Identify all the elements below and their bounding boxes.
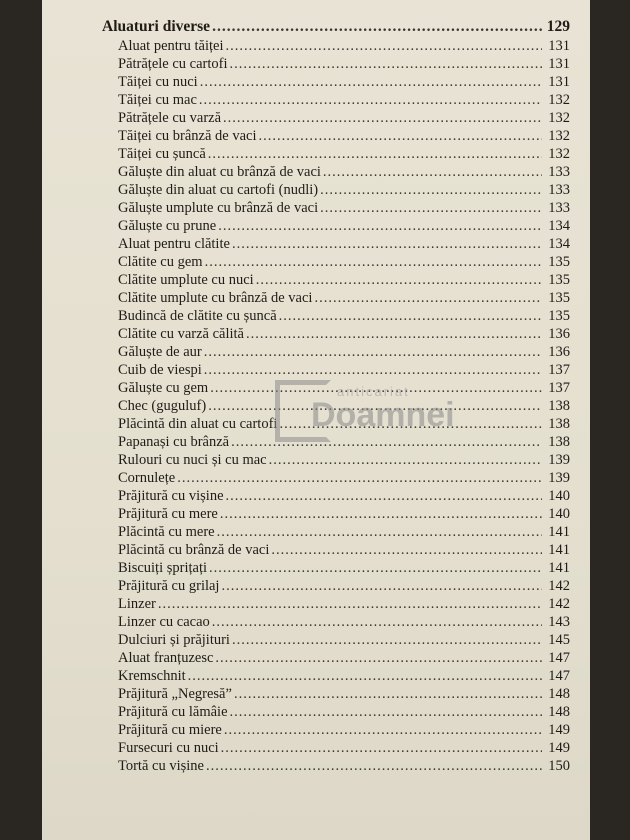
toc-entry-page-number: 138 <box>548 434 570 450</box>
toc-entry-title: Cornulețe <box>118 470 176 486</box>
toc-entry <box>102 488 570 506</box>
toc-entry-title: Găluște din aluat cu brânză de vaci <box>118 164 321 180</box>
toc-entry-title: Tăiței cu brânză de vaci <box>118 128 257 144</box>
toc-entry-title: Pătrățele cu cartofi <box>118 56 228 72</box>
toc-entry <box>102 218 570 236</box>
toc-entry <box>102 560 570 578</box>
toc-entry-title: Tăiței cu nuci <box>118 74 198 90</box>
toc-entry-page-number: 145 <box>548 632 570 648</box>
toc-entry-page-number: 131 <box>548 74 570 90</box>
toc-entry-title: Linzer <box>118 596 156 612</box>
dot-leader <box>199 92 542 109</box>
toc-entry <box>102 704 570 722</box>
toc-entry-page-number: 132 <box>548 92 570 108</box>
toc-entry-title: Aluat pentru clătite <box>118 236 230 252</box>
dot-leader <box>212 614 542 631</box>
toc-entry-title: Clătite cu varză călită <box>118 326 244 342</box>
toc-entry <box>102 182 570 200</box>
toc-entry-page-number: 131 <box>548 38 570 54</box>
toc-entry <box>102 326 570 344</box>
dot-leader <box>204 362 542 379</box>
watermark-main-text: Doamnei <box>311 396 455 434</box>
toc-entry-page-number: 134 <box>548 236 570 252</box>
toc-entry-page-number: 138 <box>548 416 570 432</box>
dot-leader <box>320 182 542 199</box>
toc-entry-page-number: 141 <box>548 560 570 576</box>
dot-leader <box>246 326 542 343</box>
toc-entry <box>102 542 570 560</box>
toc-entry <box>102 722 570 740</box>
toc-entry <box>102 254 570 272</box>
toc-entry <box>102 290 570 308</box>
dot-leader <box>234 686 542 703</box>
dot-leader <box>200 74 542 91</box>
toc-entry-title: Găluște cu gem <box>118 380 209 396</box>
toc-entry-title: Găluște cu prune <box>118 218 217 234</box>
toc-entry-page-number: 141 <box>548 542 570 558</box>
dot-leader <box>158 596 542 613</box>
toc-entry-title: Prăjitură cu vișine <box>118 488 224 504</box>
dot-leader <box>271 542 542 559</box>
toc-entry-page-number: 136 <box>548 326 570 342</box>
toc-entry-title: Prăjitură cu grilaj <box>118 578 220 594</box>
toc-entry-title: Tortă cu vișine <box>118 758 204 774</box>
toc-entry <box>102 308 570 326</box>
dot-leader <box>279 416 542 433</box>
dot-leader <box>223 110 542 127</box>
toc-entry-page-number: 133 <box>548 200 570 216</box>
toc-entry-title: Pătrățele cu varză <box>118 110 222 126</box>
dot-leader <box>226 38 543 55</box>
dot-leader <box>232 236 542 253</box>
toc-entry-title: Aluaturi diverse <box>102 18 211 35</box>
toc-entry-title: Prăjitură cu lămâie <box>118 704 228 720</box>
toc-entry-page-number: 139 <box>548 452 570 468</box>
toc-entry-title: Budincă de clătite cu șuncă <box>118 308 277 324</box>
toc-entry-title: Găluște umplute cu brânză de vaci <box>118 200 319 216</box>
toc-section-heading <box>102 18 570 38</box>
toc-entry <box>102 650 570 668</box>
dot-leader <box>177 470 542 487</box>
toc-entry-title: Clătite umplute cu brânză de vaci <box>118 290 313 306</box>
toc-entry <box>102 416 570 434</box>
toc-entry-page-number: 138 <box>548 398 570 414</box>
dot-leader <box>256 272 542 289</box>
toc-entry-title: Tăiței cu mac <box>118 92 197 108</box>
toc-entry <box>102 362 570 380</box>
toc-entry-title: Găluște de aur <box>118 344 202 360</box>
toc-entry-page-number: 132 <box>548 110 570 126</box>
dot-leader <box>230 56 543 73</box>
toc-entry-page-number: 147 <box>548 668 570 684</box>
toc-entry-title: Plăcintă cu brânză de vaci <box>118 542 270 558</box>
toc-entry-page-number: 147 <box>548 650 570 666</box>
toc-entry-page-number: 135 <box>548 254 570 270</box>
dot-leader <box>279 308 542 325</box>
toc-entry-page-number: 132 <box>548 128 570 144</box>
toc-entry <box>102 632 570 650</box>
toc-entry-title: Fursecuri cu nuci <box>118 740 219 756</box>
toc-entry-page-number: 136 <box>548 344 570 360</box>
toc-entry <box>102 236 570 254</box>
toc-entry <box>102 578 570 596</box>
dot-leader <box>221 578 542 595</box>
toc-entry-page-number: 129 <box>546 18 570 35</box>
toc-entry-title: Cuib de viespi <box>118 362 202 378</box>
toc-entry <box>102 758 570 776</box>
toc-entry-title: Plăcintă cu mere <box>118 524 215 540</box>
dot-leader <box>220 506 542 523</box>
toc-entry-title: Clătite cu gem <box>118 254 203 270</box>
dot-leader <box>205 254 542 271</box>
dot-leader <box>320 200 542 217</box>
toc-entry-page-number: 142 <box>548 578 570 594</box>
toc-entry <box>102 506 570 524</box>
dot-leader <box>314 290 542 307</box>
dot-leader <box>215 650 542 667</box>
toc-entry-title: Găluște din aluat cu cartofi (nudli) <box>118 182 319 198</box>
table-of-contents <box>102 18 570 776</box>
toc-entry-page-number: 137 <box>548 380 570 396</box>
dot-leader <box>212 18 542 36</box>
toc-entry-page-number: 133 <box>548 164 570 180</box>
toc-entry-page-number: 131 <box>548 56 570 72</box>
dot-leader <box>210 380 542 397</box>
dot-leader <box>208 398 542 415</box>
toc-entry-page-number: 140 <box>548 506 570 522</box>
toc-entry-page-number: 150 <box>548 758 570 774</box>
toc-entry <box>102 74 570 92</box>
toc-entry-page-number: 149 <box>548 740 570 756</box>
toc-entry-page-number: 132 <box>548 146 570 162</box>
toc-entry-page-number: 148 <box>548 686 570 702</box>
toc-entry-page-number: 148 <box>548 704 570 720</box>
toc-entry-page-number: 133 <box>548 182 570 198</box>
toc-entry-page-number: 143 <box>548 614 570 630</box>
toc-entry-title: Prăjitură cu mere <box>118 506 218 522</box>
dot-leader <box>218 218 542 235</box>
dot-leader <box>221 740 542 757</box>
toc-entry-title: Kremschnit <box>118 668 186 684</box>
dot-leader <box>323 164 542 181</box>
dot-leader <box>232 632 542 649</box>
dot-leader <box>230 704 542 721</box>
toc-entry <box>102 614 570 632</box>
toc-entry-title: Prăjitură cu miere <box>118 722 222 738</box>
dot-leader <box>217 524 542 541</box>
toc-entry <box>102 164 570 182</box>
dot-leader <box>224 722 542 739</box>
toc-entry <box>102 398 570 416</box>
dot-leader <box>208 146 542 163</box>
toc-entry <box>102 452 570 470</box>
toc-entry-title: Aluat pentru tăiței <box>118 38 224 54</box>
toc-entry-page-number: 139 <box>548 470 570 486</box>
toc-entry <box>102 56 570 74</box>
toc-entry <box>102 38 570 56</box>
dot-leader <box>188 668 542 685</box>
toc-entry <box>102 146 570 164</box>
toc-entry-title: Linzer cu cacao <box>118 614 210 630</box>
toc-entry <box>102 380 570 398</box>
toc-entry <box>102 668 570 686</box>
toc-entry <box>102 272 570 290</box>
toc-entry-title: Clătite umplute cu nuci <box>118 272 254 288</box>
toc-entry-title: Dulciuri și prăjituri <box>118 632 230 648</box>
dot-leader <box>231 434 542 451</box>
watermark-top-text: anticariat <box>337 384 410 399</box>
book-page <box>42 0 590 840</box>
toc-entry <box>102 200 570 218</box>
toc-entry-page-number: 135 <box>548 290 570 306</box>
dot-leader <box>269 452 542 469</box>
dot-leader <box>209 560 542 577</box>
toc-entry-title: Plăcintă din aluat cu cartofi <box>118 416 278 432</box>
toc-entry-title: Papanași cu brânză <box>118 434 230 450</box>
toc-entry-page-number: 135 <box>548 308 570 324</box>
dot-leader <box>226 488 542 505</box>
toc-entry <box>102 686 570 704</box>
toc-entry-page-number: 137 <box>548 362 570 378</box>
toc-entry-page-number: 140 <box>548 488 570 504</box>
dot-leader <box>206 758 542 775</box>
toc-entry <box>102 110 570 128</box>
toc-entry <box>102 596 570 614</box>
toc-entry-title: Aluat franțuzesc <box>118 650 214 666</box>
toc-entry-page-number: 141 <box>548 524 570 540</box>
toc-entry-page-number: 134 <box>548 218 570 234</box>
dot-leader <box>204 344 542 361</box>
toc-entry-page-number: 149 <box>548 722 570 738</box>
toc-entry <box>102 740 570 758</box>
toc-entry <box>102 92 570 110</box>
toc-entry <box>102 434 570 452</box>
toc-entry <box>102 344 570 362</box>
toc-entry-title: Rulouri cu nuci și cu mac <box>118 452 267 468</box>
toc-entry-page-number: 142 <box>548 596 570 612</box>
toc-entry-page-number: 135 <box>548 272 570 288</box>
toc-entry <box>102 470 570 488</box>
toc-entry-title: Prăjitură „Negresă” <box>118 686 232 702</box>
toc-entry <box>102 524 570 542</box>
toc-entry <box>102 128 570 146</box>
toc-entry-title: Tăiței cu șuncă <box>118 146 206 162</box>
toc-entry-title: Chec (guguluf) <box>118 398 207 414</box>
dot-leader <box>258 128 542 145</box>
toc-entry-title: Biscuiți șprițați <box>118 560 208 576</box>
